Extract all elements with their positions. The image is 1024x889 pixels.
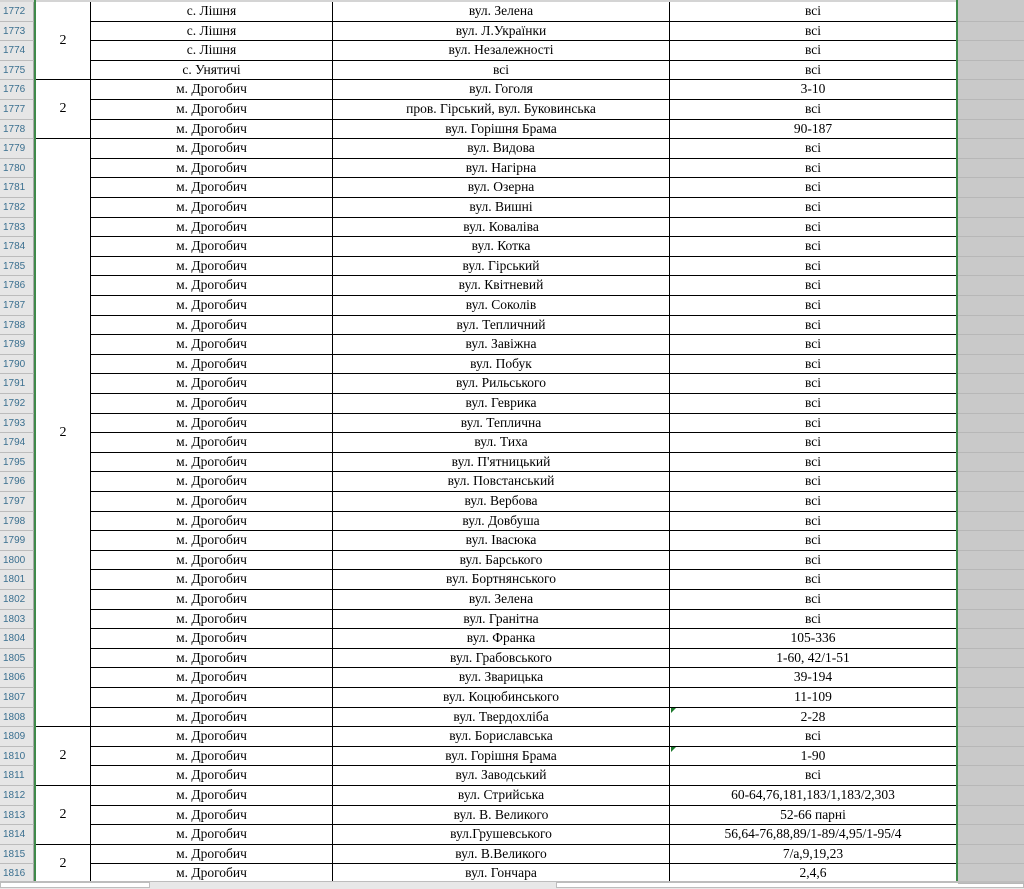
empty-row-line	[958, 687, 1024, 688]
row-header[interactable]: 1805	[0, 649, 34, 669]
street-cell[interactable]: вул. Барського	[333, 551, 670, 571]
row-header[interactable]: 1816	[0, 864, 34, 884]
settlement-cell[interactable]: м. Дрогобич	[91, 688, 333, 708]
street-cell[interactable]: вул. Геврика	[333, 394, 670, 414]
settlement-cell[interactable]: м. Дрогобич	[91, 316, 333, 336]
empty-row-line	[958, 707, 1024, 708]
street-cell[interactable]: вул. Вербова	[333, 492, 670, 512]
settlement-cell[interactable]: м. Дрогобич	[91, 806, 333, 826]
row-header[interactable]: 1791	[0, 374, 34, 394]
street-cell[interactable]: вул. Рильського	[333, 374, 670, 394]
houses-cell[interactable]: всі	[670, 139, 957, 159]
settlement-cell[interactable]: м. Дрогобич	[91, 394, 333, 414]
street-cell[interactable]: вул. Івасюка	[333, 531, 670, 551]
empty-row-line	[958, 217, 1024, 218]
street-cell[interactable]: вул. Тиха	[333, 433, 670, 453]
settlement-cell[interactable]: м. Дрогобич	[91, 335, 333, 355]
scrollbar-thumb[interactable]	[556, 882, 1024, 888]
settlement-cell[interactable]: м. Дрогобич	[91, 139, 333, 159]
street-cell[interactable]: вул. Видова	[333, 139, 670, 159]
empty-row-line	[958, 21, 1024, 22]
houses-cell[interactable]: всі	[670, 178, 957, 198]
settlement-cell[interactable]: м. Дрогобич	[91, 864, 333, 884]
settlement-cell[interactable]: м. Дрогобич	[91, 512, 333, 532]
street-cell[interactable]: вул. Бориславська	[333, 727, 670, 747]
street-cell[interactable]: вул. Побук	[333, 355, 670, 375]
row-header[interactable]: 1789	[0, 335, 34, 355]
row-header[interactable]: 1812	[0, 786, 34, 806]
street-cell[interactable]: вул. Гірський	[333, 257, 670, 277]
row-header[interactable]: 1796	[0, 472, 34, 492]
row-header[interactable]: 1788	[0, 316, 34, 336]
district-group-cell[interactable]: 2	[36, 727, 91, 786]
empty-row-line	[958, 511, 1024, 512]
district-group-cell[interactable]: 2	[36, 845, 91, 884]
row-header[interactable]: 1783	[0, 218, 34, 238]
row-header[interactable]: 1792	[0, 394, 34, 414]
street-cell[interactable]: вул. Горішня Брама	[333, 120, 670, 140]
row-header[interactable]: 1777	[0, 100, 34, 120]
street-cell[interactable]: вул. Котка	[333, 237, 670, 257]
row-header[interactable]: 1806	[0, 668, 34, 688]
settlement-cell[interactable]: м. Дрогобич	[91, 590, 333, 610]
houses-cell[interactable]: всі	[670, 276, 957, 296]
empty-row-line	[958, 119, 1024, 120]
houses-cell[interactable]: 1-90	[670, 747, 957, 767]
empty-row-line	[958, 373, 1024, 374]
street-cell[interactable]: вул. Зварицька	[333, 668, 670, 688]
empty-row-line	[958, 393, 1024, 394]
houses-cell[interactable]: всі	[670, 570, 957, 590]
row-header[interactable]: 1813	[0, 806, 34, 826]
settlement-cell[interactable]: м. Дрогобич	[91, 531, 333, 551]
empty-row-line	[958, 746, 1024, 747]
settlement-cell[interactable]: м. Дрогобич	[91, 649, 333, 669]
street-cell[interactable]: вул. Зелена	[333, 590, 670, 610]
settlement-cell[interactable]: м. Дрогобич	[91, 747, 333, 767]
row-header[interactable]: 1782	[0, 198, 34, 218]
settlement-cell[interactable]: м. Дрогобич	[91, 276, 333, 296]
empty-row-line	[958, 60, 1024, 61]
settlement-cell[interactable]: м. Дрогобич	[91, 610, 333, 630]
row-header-border	[34, 0, 36, 881]
houses-cell[interactable]: всі	[670, 453, 957, 473]
empty-row-line	[958, 334, 1024, 335]
settlement-cell[interactable]: м. Дрогобич	[91, 198, 333, 218]
row-header[interactable]: 1807	[0, 688, 34, 708]
row-header[interactable]: 1803	[0, 610, 34, 630]
row-header[interactable]: 1787	[0, 296, 34, 316]
street-cell[interactable]: вул. П'ятницький	[333, 453, 670, 473]
cell-indicator-icon	[671, 747, 676, 752]
empty-row-line	[958, 589, 1024, 590]
row-header[interactable]: 1785	[0, 257, 34, 277]
houses-cell[interactable]: всі	[670, 2, 957, 22]
row-header[interactable]: 1802	[0, 590, 34, 610]
empty-row-line	[958, 609, 1024, 610]
street-cell[interactable]: вул. Коцюбинського	[333, 688, 670, 708]
settlement-cell[interactable]: м. Дрогобич	[91, 708, 333, 728]
row-header[interactable]: 1800	[0, 551, 34, 571]
empty-row-line	[958, 550, 1024, 551]
empty-row-line	[958, 863, 1024, 864]
settlement-cell[interactable]: м. Дрогобич	[91, 629, 333, 649]
street-cell[interactable]: вул. Озерна	[333, 178, 670, 198]
street-cell[interactable]: всі	[333, 61, 670, 81]
row-header[interactable]: 1801	[0, 570, 34, 590]
houses-cell[interactable]: всі	[670, 257, 957, 277]
settlement-cell[interactable]: с. Лішня	[91, 41, 333, 61]
unused-columns-area	[958, 0, 1024, 881]
row-header[interactable]: 1790	[0, 355, 34, 375]
street-cell[interactable]: вул. Довбуша	[333, 512, 670, 532]
empty-row-line	[958, 354, 1024, 355]
empty-row-line	[958, 530, 1024, 531]
street-cell[interactable]: вул. Бортнянського	[333, 570, 670, 590]
row-header[interactable]: 1811	[0, 766, 34, 786]
street-cell[interactable]: вул. Гончара	[333, 864, 670, 884]
empty-row-line	[958, 275, 1024, 276]
settlement-cell[interactable]: м. Дрогобич	[91, 374, 333, 394]
settlement-cell[interactable]: м. Дрогобич	[91, 414, 333, 434]
row-header[interactable]: 1814	[0, 825, 34, 845]
houses-cell[interactable]: всі	[670, 766, 957, 786]
houses-cell[interactable]: 1-60, 42/1-51	[670, 649, 957, 669]
street-cell[interactable]: вул. Теплична	[333, 414, 670, 434]
street-cell[interactable]: вул. Грабовського	[333, 649, 670, 669]
street-cell[interactable]: вул. Зелена	[333, 2, 670, 22]
row-header[interactable]: 1778	[0, 120, 34, 140]
street-cell[interactable]: вул. Коваліва	[333, 218, 670, 238]
row-header[interactable]: 1772	[0, 2, 34, 22]
houses-cell[interactable]: 52-66 парні	[670, 806, 957, 826]
houses-cell[interactable]: 105-336	[670, 629, 957, 649]
street-cell[interactable]: вул. Л.Українки	[333, 22, 670, 42]
row-header[interactable]: 1780	[0, 159, 34, 179]
settlement-cell[interactable]: м. Дрогобич	[91, 237, 333, 257]
empty-row-line	[958, 785, 1024, 786]
empty-row-line	[958, 844, 1024, 845]
houses-cell[interactable]: всі	[670, 22, 957, 42]
street-cell[interactable]: вул. Гранітна	[333, 610, 670, 630]
settlement-cell[interactable]: м. Дрогобич	[91, 570, 333, 590]
houses-cell[interactable]: всі	[670, 551, 957, 571]
empty-row-line	[958, 197, 1024, 198]
settlement-cell[interactable]: м. Дрогобич	[91, 551, 333, 571]
row-header[interactable]: 1810	[0, 747, 34, 767]
settlement-cell[interactable]: м. Дрогобич	[91, 100, 333, 120]
settlement-cell[interactable]: с. Лішня	[91, 2, 333, 22]
empty-row-line	[958, 315, 1024, 316]
empty-row-line	[958, 99, 1024, 100]
houses-cell[interactable]: всі	[670, 610, 957, 630]
houses-cell[interactable]: всі	[670, 727, 957, 747]
houses-cell[interactable]: всі	[670, 414, 957, 434]
street-cell[interactable]: вул. В. Великого	[333, 806, 670, 826]
empty-row-line	[958, 491, 1024, 492]
row-header[interactable]: 1786	[0, 276, 34, 296]
street-cell[interactable]: вул. Стрийська	[333, 786, 670, 806]
settlement-cell[interactable]: м. Дрогобич	[91, 296, 333, 316]
empty-row-line	[958, 79, 1024, 80]
houses-cell[interactable]: 11-109	[670, 688, 957, 708]
houses-cell[interactable]: всі	[670, 394, 957, 414]
settlement-cell[interactable]: м. Дрогобич	[91, 845, 333, 865]
houses-cell[interactable]: всі	[670, 316, 957, 336]
houses-cell[interactable]: 60-64,76,181,183/1,183/2,303	[670, 786, 957, 806]
street-cell[interactable]: вул. Вишні	[333, 198, 670, 218]
settlement-cell[interactable]: м. Дрогобич	[91, 120, 333, 140]
empty-row-line	[958, 726, 1024, 727]
houses-cell[interactable]: всі	[670, 198, 957, 218]
settlement-cell[interactable]: м. Дрогобич	[91, 766, 333, 786]
street-cell[interactable]: вул. Заводський	[333, 766, 670, 786]
houses-cell[interactable]: всі	[670, 512, 957, 532]
empty-row-line	[958, 471, 1024, 472]
street-cell[interactable]: вул. Повстанський	[333, 472, 670, 492]
houses-cell[interactable]: всі	[670, 335, 957, 355]
empty-row-line	[958, 256, 1024, 257]
row-header[interactable]: 1774	[0, 41, 34, 61]
settlement-cell[interactable]: м. Дрогобич	[91, 668, 333, 688]
houses-cell[interactable]: 56,64-76,88,89/1-89/4,95/1-95/4	[670, 825, 957, 845]
settlement-cell[interactable]: м. Дрогобич	[91, 355, 333, 375]
street-cell[interactable]: вул.Грушевського	[333, 825, 670, 845]
street-cell[interactable]: вул. Квітневий	[333, 276, 670, 296]
empty-row-line	[958, 40, 1024, 41]
empty-row-line	[958, 432, 1024, 433]
sheet-tabs-area[interactable]	[0, 882, 150, 888]
empty-row-line	[958, 413, 1024, 414]
settlement-cell[interactable]: с. Унятичі	[91, 61, 333, 81]
street-cell[interactable]: вул. В.Великого	[333, 845, 670, 865]
settlement-cell[interactable]: м. Дрогобич	[91, 492, 333, 512]
empty-row-line	[958, 765, 1024, 766]
settlement-cell[interactable]: м. Дрогобич	[91, 218, 333, 238]
houses-cell[interactable]: всі	[670, 100, 957, 120]
empty-row-line	[958, 824, 1024, 825]
street-cell[interactable]: вул. Соколів	[333, 296, 670, 316]
settlement-cell[interactable]: м. Дрогобич	[91, 257, 333, 277]
row-header[interactable]: 1815	[0, 845, 34, 865]
settlement-cell[interactable]: м. Дрогобич	[91, 433, 333, 453]
row-header[interactable]: 1809	[0, 727, 34, 747]
empty-row-line	[958, 883, 1024, 884]
houses-cell[interactable]: всі	[670, 218, 957, 238]
houses-cell[interactable]: всі	[670, 355, 957, 375]
street-cell[interactable]: вул. Нагірна	[333, 159, 670, 179]
street-cell[interactable]: пров. Гірський, вул. Буковинська	[333, 100, 670, 120]
houses-cell[interactable]: всі	[670, 61, 957, 81]
houses-cell[interactable]: 2,4,6	[670, 864, 957, 884]
street-cell[interactable]: вул. Гоголя	[333, 80, 670, 100]
row-header[interactable]: 1804	[0, 629, 34, 649]
row-header[interactable]: 1793	[0, 414, 34, 434]
cell-indicator-icon	[671, 708, 676, 713]
empty-row-line	[958, 628, 1024, 629]
street-cell[interactable]: вул. Франка	[333, 629, 670, 649]
settlement-cell[interactable]: м. Дрогобич	[91, 786, 333, 806]
row-header[interactable]: 1773	[0, 22, 34, 42]
row-header[interactable]: 1798	[0, 512, 34, 532]
empty-row-line	[958, 236, 1024, 237]
houses-cell[interactable]: всі	[670, 159, 957, 179]
row-header[interactable]: 1794	[0, 433, 34, 453]
houses-cell[interactable]: 7/а,9,19,23	[670, 845, 957, 865]
street-cell[interactable]: вул. Твердохліба	[333, 708, 670, 728]
row-header[interactable]: 1781	[0, 178, 34, 198]
houses-cell[interactable]: всі	[670, 374, 957, 394]
row-header[interactable]: 1784	[0, 237, 34, 257]
houses-cell[interactable]: 3-10	[670, 80, 957, 100]
settlement-cell[interactable]: м. Дрогобич	[91, 159, 333, 179]
houses-cell[interactable]: 90-187	[670, 120, 957, 140]
settlement-cell[interactable]: м. Дрогобич	[91, 80, 333, 100]
district-group-cell[interactable]: 2	[36, 786, 91, 845]
empty-row-line	[958, 138, 1024, 139]
settlement-cell[interactable]: м. Дрогобич	[91, 472, 333, 492]
empty-row-line	[958, 569, 1024, 570]
district-group-cell[interactable]: 2	[36, 2, 91, 80]
empty-row-line	[958, 158, 1024, 159]
houses-cell[interactable]: всі	[670, 41, 957, 61]
street-cell[interactable]: вул. Завіжна	[333, 335, 670, 355]
settlement-cell[interactable]: м. Дрогобич	[91, 825, 333, 845]
houses-cell[interactable]: всі	[670, 590, 957, 610]
street-cell[interactable]: вул. Незалежності	[333, 41, 670, 61]
settlement-cell[interactable]: с. Лішня	[91, 22, 333, 42]
houses-cell[interactable]: всі	[670, 531, 957, 551]
houses-cell[interactable]: всі	[670, 237, 957, 257]
houses-cell[interactable]: всі	[670, 296, 957, 316]
row-header[interactable]: 1797	[0, 492, 34, 512]
row-header[interactable]: 1776	[0, 80, 34, 100]
row-header[interactable]: 1799	[0, 531, 34, 551]
empty-row-line	[958, 648, 1024, 649]
houses-cell[interactable]: 2-28	[670, 708, 957, 728]
table-right-border	[956, 0, 958, 881]
empty-row-line	[958, 667, 1024, 668]
district-group-cell[interactable]: 2	[36, 139, 91, 727]
settlement-cell[interactable]: м. Дрогобич	[91, 453, 333, 473]
row-header[interactable]: 1795	[0, 453, 34, 473]
houses-cell[interactable]: всі	[670, 492, 957, 512]
settlement-cell[interactable]: м. Дрогобич	[91, 178, 333, 198]
empty-row-line	[958, 177, 1024, 178]
empty-row-line	[958, 805, 1024, 806]
district-group-cell[interactable]: 2	[36, 80, 91, 139]
empty-row-line	[958, 295, 1024, 296]
settlement-cell[interactable]: м. Дрогобич	[91, 727, 333, 747]
row-header[interactable]: 1775	[0, 61, 34, 81]
street-cell[interactable]: вул. Горішня Брама	[333, 747, 670, 767]
houses-cell[interactable]: всі	[670, 472, 957, 492]
row-header[interactable]: 1808	[0, 708, 34, 728]
street-cell[interactable]: вул. Тепличний	[333, 316, 670, 336]
empty-row-line	[958, 452, 1024, 453]
row-header[interactable]: 1779	[0, 139, 34, 159]
houses-cell[interactable]: 39-194	[670, 668, 957, 688]
houses-cell[interactable]: всі	[670, 433, 957, 453]
